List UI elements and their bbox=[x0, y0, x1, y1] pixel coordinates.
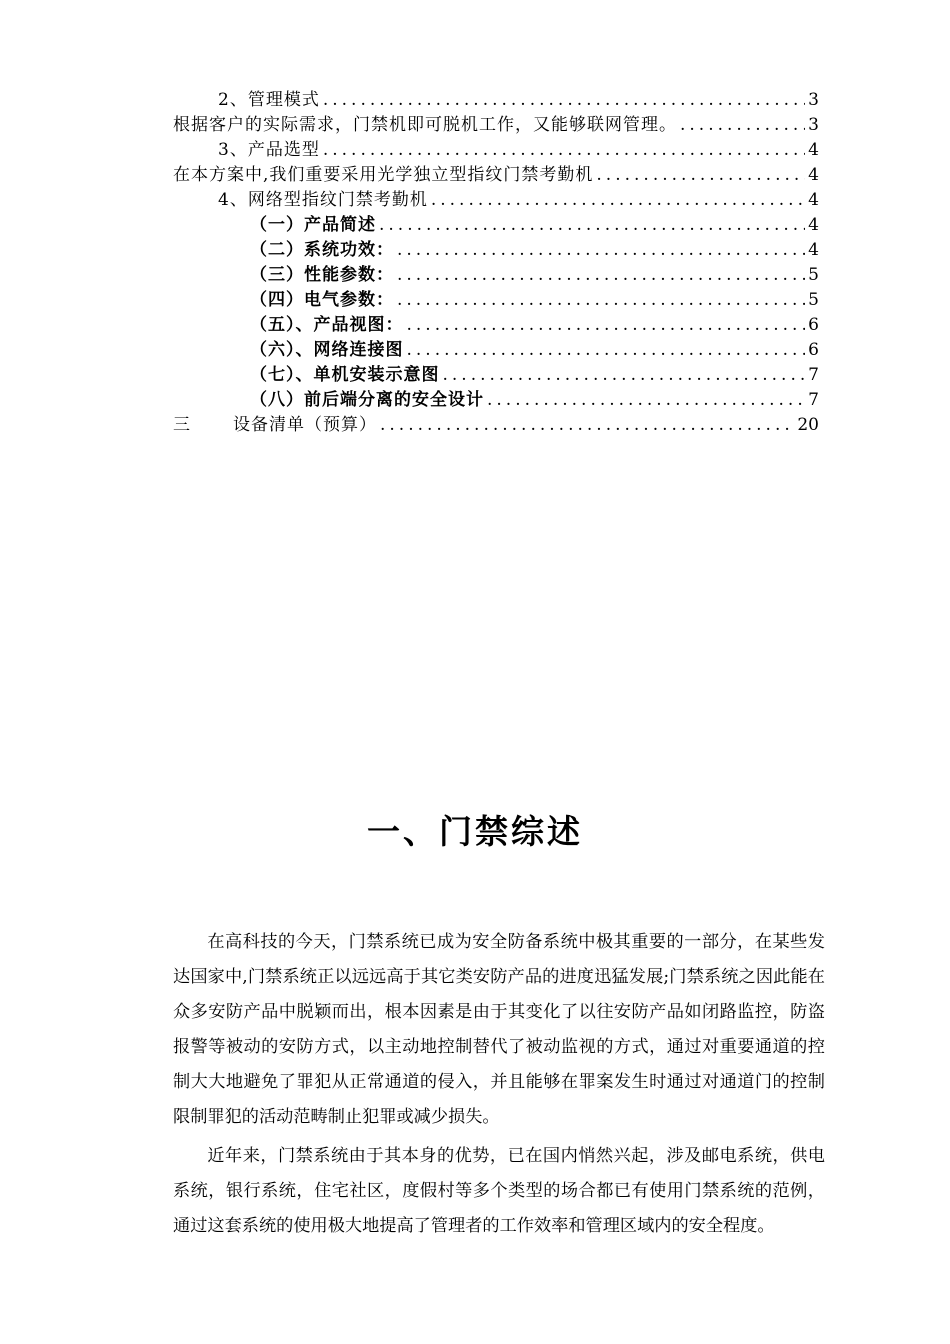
chapter-title: 一、门禁综述 bbox=[367, 812, 583, 851]
toc-entry-text: 2、管理模式 bbox=[218, 90, 320, 110]
toc-entry[interactable] bbox=[173, 388, 819, 413]
toc-dot-leader bbox=[407, 338, 806, 363]
toc-entry-text: 根据客户的实际需求，门禁机即可脱机工作，又能够联网管理。 bbox=[173, 115, 677, 135]
toc-entry[interactable] bbox=[173, 88, 819, 113]
toc-dot-leader bbox=[680, 113, 805, 138]
toc-entry[interactable] bbox=[173, 163, 819, 188]
toc-entry[interactable] bbox=[173, 288, 819, 313]
toc-page-number: 4 bbox=[808, 190, 819, 210]
toc-entry[interactable] bbox=[173, 263, 819, 288]
toc-page-number: 3 bbox=[808, 115, 819, 135]
toc-entry[interactable] bbox=[173, 138, 819, 163]
paragraph: 近年来，门禁系统由于其本身的优势，已在国内悄然兴起，涉及邮电系统，供电系统，银行系统，住宅社区，度假村等多个类型的场合都已有使用门禁系统的范例，通过这套系统的使用极大地提高了管理者的工作效率和管理区域内的安全程度。 bbox=[173, 1146, 825, 1236]
toc-dot-leader bbox=[323, 138, 805, 163]
toc-page-number: 6 bbox=[808, 315, 819, 335]
toc-dot-leader bbox=[407, 313, 806, 338]
toc-dot-leader bbox=[431, 188, 805, 213]
toc-entry-text: （八）前后端分离的安全设计 bbox=[250, 390, 484, 410]
toc-page-number: 3 bbox=[808, 90, 819, 110]
toc-entry-text: （七）、单机安装示意图 bbox=[250, 365, 440, 385]
toc-entry-text: （五）、产品视图： bbox=[250, 315, 404, 335]
toc-page-number: 4 bbox=[808, 140, 819, 160]
toc-entry[interactable] bbox=[173, 338, 819, 363]
toc-entry-text: （三）性能参数： bbox=[250, 265, 394, 285]
toc-entry-text bbox=[173, 413, 377, 438]
toc-entry-text: （二）系统功效： bbox=[250, 240, 394, 260]
toc-dot-leader bbox=[596, 163, 805, 188]
toc-page-number: 5 bbox=[808, 290, 819, 310]
toc-entry[interactable] bbox=[173, 363, 819, 388]
toc-entry-text: 在本方案中,我们重要采用光学独立型指纹门禁考勤机 bbox=[173, 165, 594, 185]
toc-dot-leader bbox=[397, 263, 805, 288]
toc-page-number: 5 bbox=[808, 265, 819, 285]
toc-dot-leader bbox=[487, 388, 805, 413]
toc-page-number: 6 bbox=[808, 340, 819, 360]
toc-entry[interactable] bbox=[173, 113, 819, 138]
toc-entry[interactable] bbox=[173, 238, 819, 263]
toc-entry-text: 4、网络型指纹门禁考勤机 bbox=[218, 190, 428, 210]
body-text bbox=[173, 925, 825, 1248]
toc-entry-text: 3、产品选型 bbox=[218, 140, 320, 160]
toc-page-number: 4 bbox=[808, 165, 819, 185]
toc-page-number: 7 bbox=[808, 365, 819, 385]
toc-page-number: 20 bbox=[797, 415, 819, 435]
toc-dot-leader bbox=[397, 238, 805, 263]
toc-section-number: 三 bbox=[173, 415, 191, 435]
toc-page-number: 4 bbox=[808, 215, 819, 235]
toc-dot-leader bbox=[323, 88, 805, 113]
toc-entry-text: （六）、网络连接图 bbox=[250, 340, 404, 360]
paragraph: 在高科技的今天，门禁系统已成为安全防备系统中极其重要的一部分，在某些发达国家中,门禁系统正以远远高于其它类安防产品的进度迅猛发展;门禁系统之因此能在众多安防产品中脱颖而出，根本因素是由于其变化了以往安防产品如闭路监控，防盗报警等被动的安防方式，以主动地控制替代了被动监视的方式，通过对重要通道的控制大大地避免了罪犯从正常通道的侵入，并且能够在罪案发生时通过对通道门的控制限制罪犯的活动范畴制止犯罪或减少损失。 bbox=[173, 932, 825, 1127]
toc-page-number: 7 bbox=[808, 390, 819, 410]
toc-dot-leader bbox=[443, 363, 806, 388]
table-of-contents bbox=[173, 88, 819, 438]
toc-dot-leader bbox=[397, 288, 805, 313]
toc-page-number: 4 bbox=[808, 240, 819, 260]
toc-entry-text: （一）产品简述 bbox=[250, 215, 376, 235]
toc-entry-text: （四）电气参数： bbox=[250, 290, 394, 310]
toc-section-title: 设备清单（预算） bbox=[233, 415, 377, 435]
toc-entry-equipment-list[interactable] bbox=[173, 413, 819, 438]
toc-entry[interactable] bbox=[173, 188, 819, 213]
toc-entry[interactable] bbox=[173, 313, 819, 338]
toc-dot-leader bbox=[379, 213, 805, 238]
toc-dot-leader bbox=[380, 413, 794, 438]
toc-entry[interactable] bbox=[173, 213, 819, 238]
